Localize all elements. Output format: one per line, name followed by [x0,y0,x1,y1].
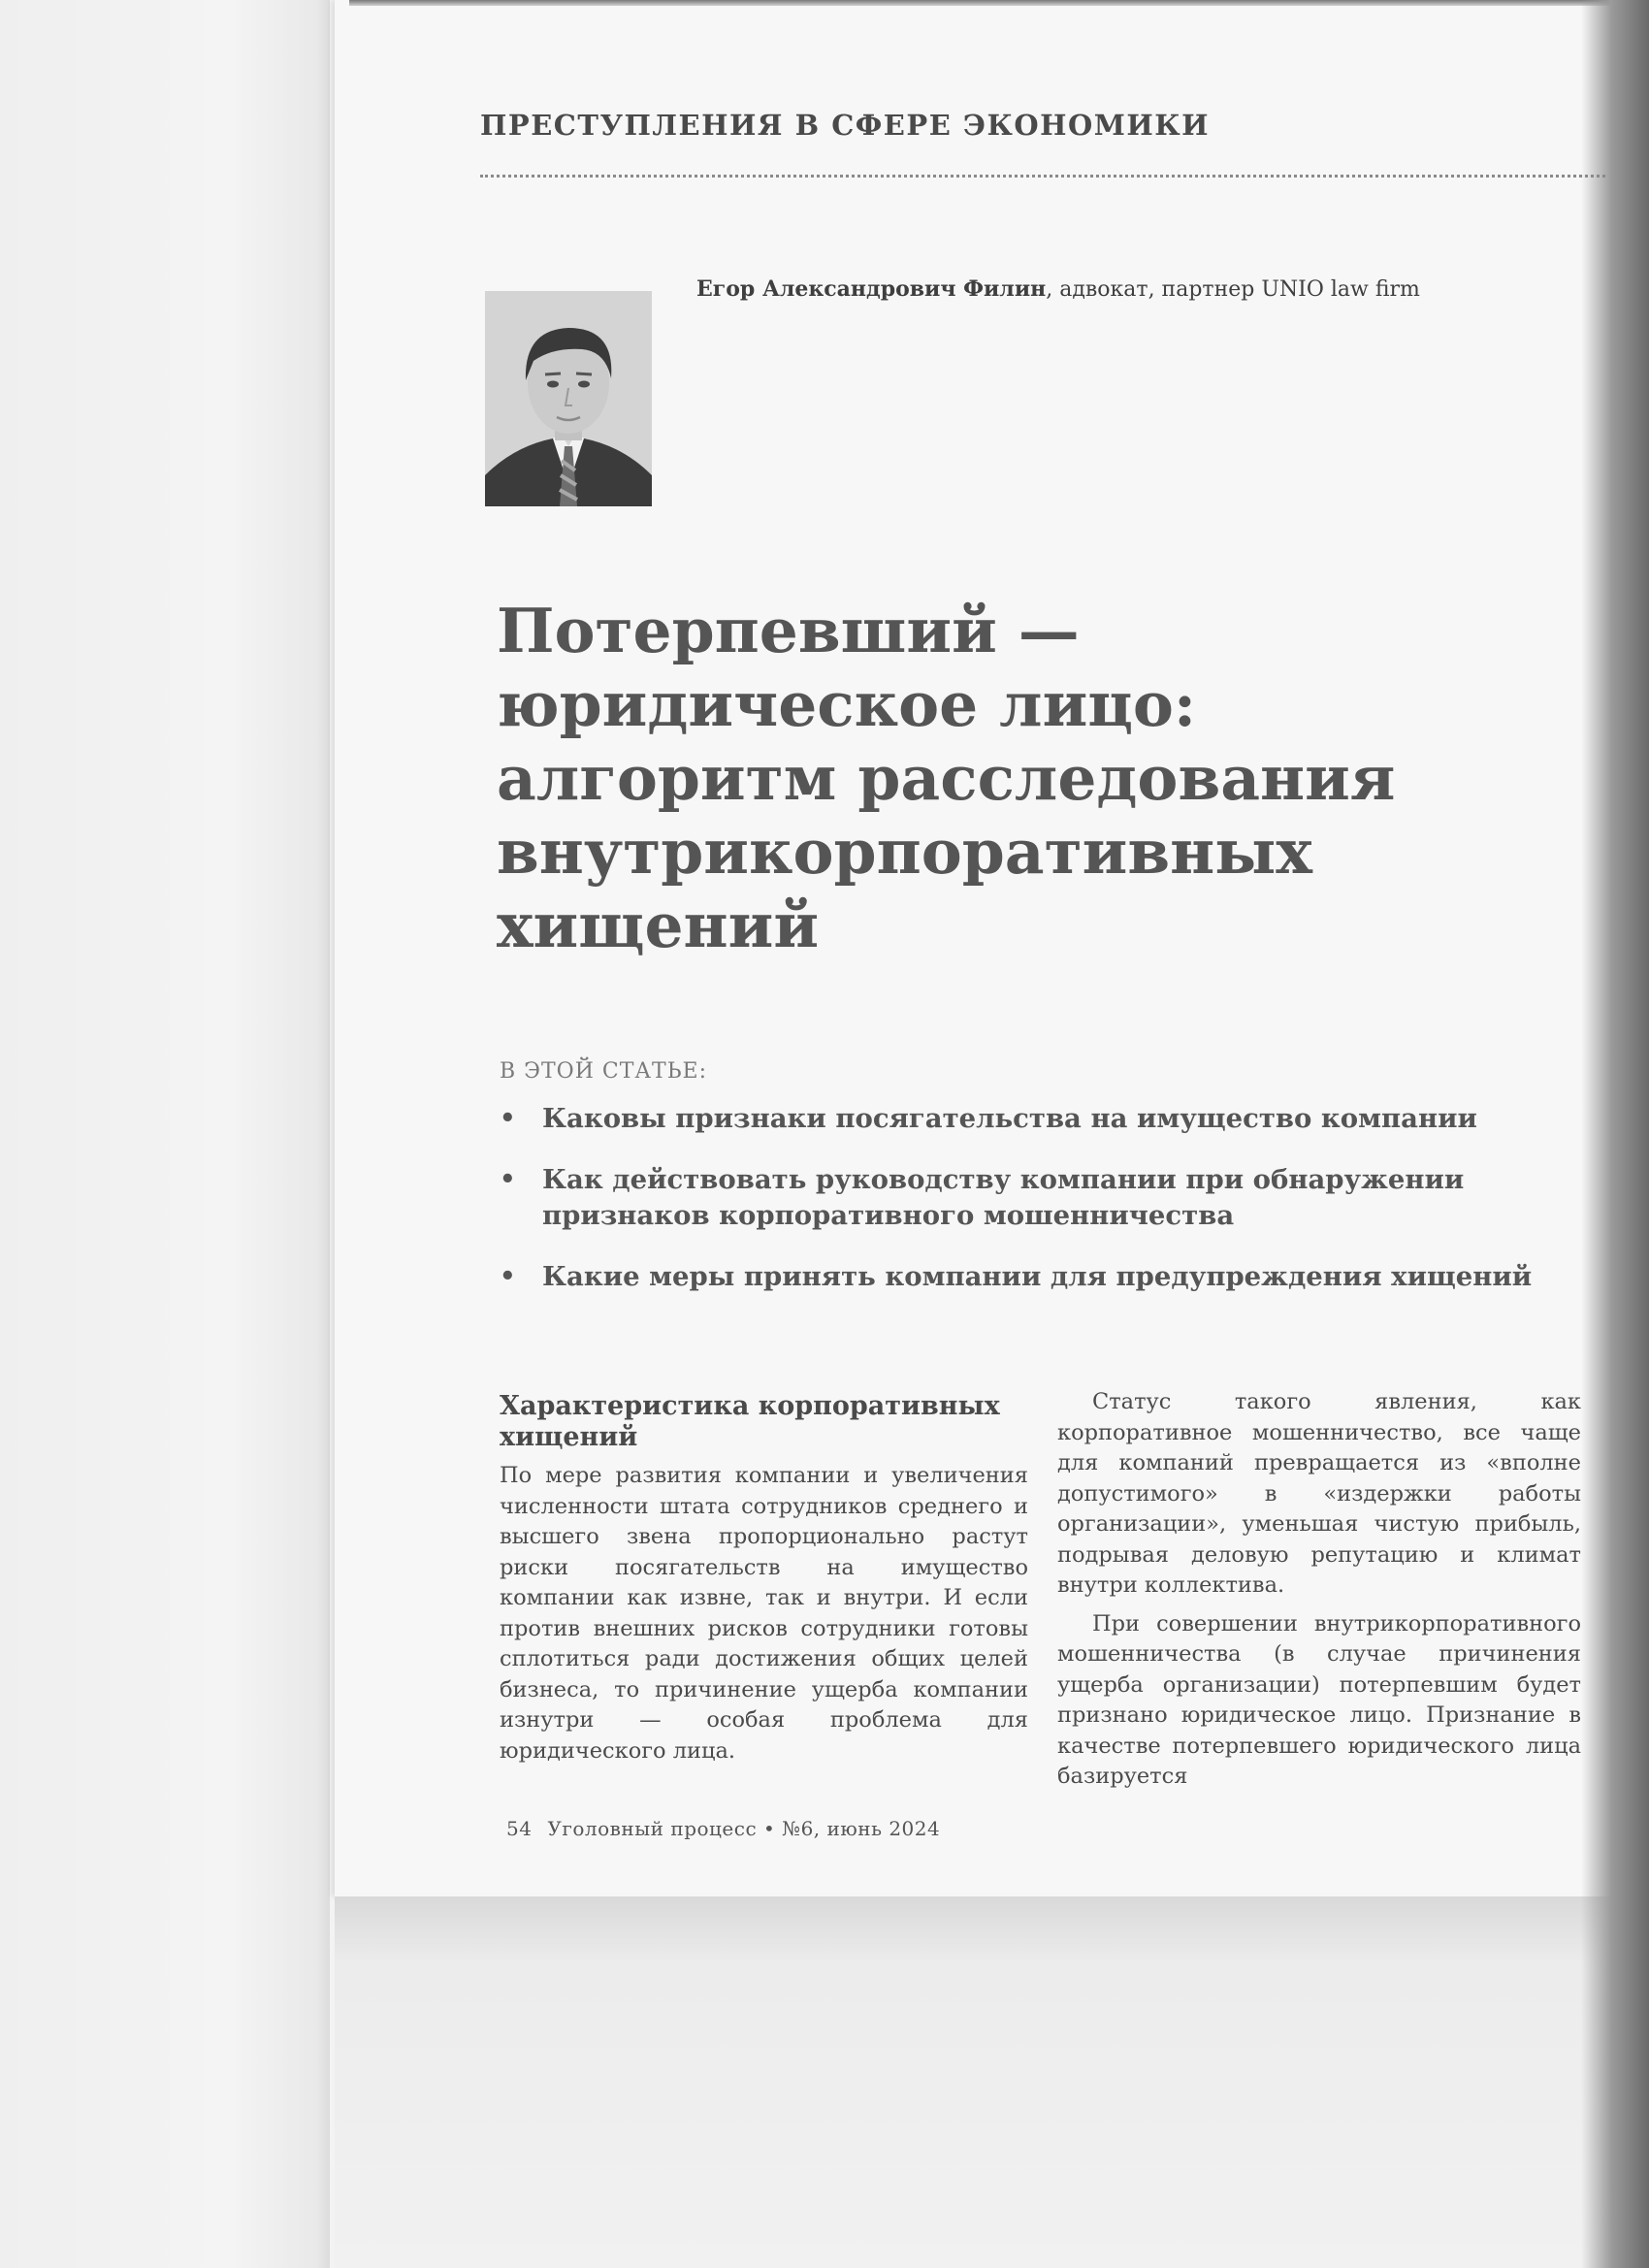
page-number: 54 [506,1817,533,1840]
author-name: Егор Александрович Филин [696,276,1047,302]
key-point-text: Как действовать руководству компании при обнаружении признаков корпоративного мошенничества [542,1164,1465,1231]
author-photo [485,291,652,506]
body-paragraph: По мере развития компании и увеличения численности штата сотрудников среднего и высшего звена пропорционально растут риски посягательств на имущество компании как извне, так и внутри. И если против внешних рисков сотрудники готовы сплотиться ради достижения общих целей бизнеса, то причинение ущерба компании изнутри — особая проблема для юридического лица. [500,1463,1028,1764]
title-line: Потерпевший — [497,595,1080,666]
title-line: внутрикорпоративных [497,816,1312,888]
header-dotted-rule [480,175,1605,178]
title-line: хищений [497,890,820,961]
journal-info: Уголовный процесс • №6, июнь 2024 [547,1817,941,1840]
scan-right-shadow [1581,0,1649,2268]
key-point-text: Каковы признаки посягательства на имущество компании [542,1103,1477,1134]
left-column [500,1387,1028,1766]
key-point-item [500,1162,1586,1234]
bullet-icon: • [500,1262,516,1291]
scan-left-margin [0,0,330,2268]
scan-lower-area [335,1896,1649,2268]
key-point-text: Какие меры принять компании для предупреждения хищений [542,1261,1533,1292]
section-subheading: Характеристика корпоративных хищений [500,1391,1000,1452]
article-title [497,594,1564,962]
bullet-icon: • [500,1104,516,1133]
in-article-label: В ЭТОЙ СТАТЬЕ: [500,1059,708,1084]
page-top-edge [349,0,1610,6]
body-paragraph: При совершении внутрикорпоративного мошенничества (в случае причинения ущерба организации) потерпевшим будет признано юридическое лицо. Признание в качестве потерпевшего юридического лица базируется [1057,1610,1581,1789]
title-line: алгоритм расследования [497,742,1396,814]
bullet-icon: • [500,1165,516,1194]
key-points-list [500,1101,1586,1320]
body-paragraph: Статус такого явления, как корпоративное мошенничество, все чаще для компаний превращается из «вполне допустимого» в «издержки работы организации», уменьшая чистую прибыль, подрывая деловую репутацию и климат внутри коллектива. [1057,1389,1581,1598]
author-portrait-image [485,291,652,506]
author-line [696,276,1420,302]
page-footer [506,1817,940,1840]
section-header: ПРЕСТУПЛЕНИЯ В СФЕРЕ ЭКОНОМИКИ [480,109,1211,142]
key-point-item [500,1259,1586,1295]
right-column [1057,1387,1581,1793]
author-role: , адвокат, партнер UNIO law firm [1046,277,1420,302]
title-line: юридическое лицо: [497,668,1197,740]
key-point-item [500,1101,1586,1137]
